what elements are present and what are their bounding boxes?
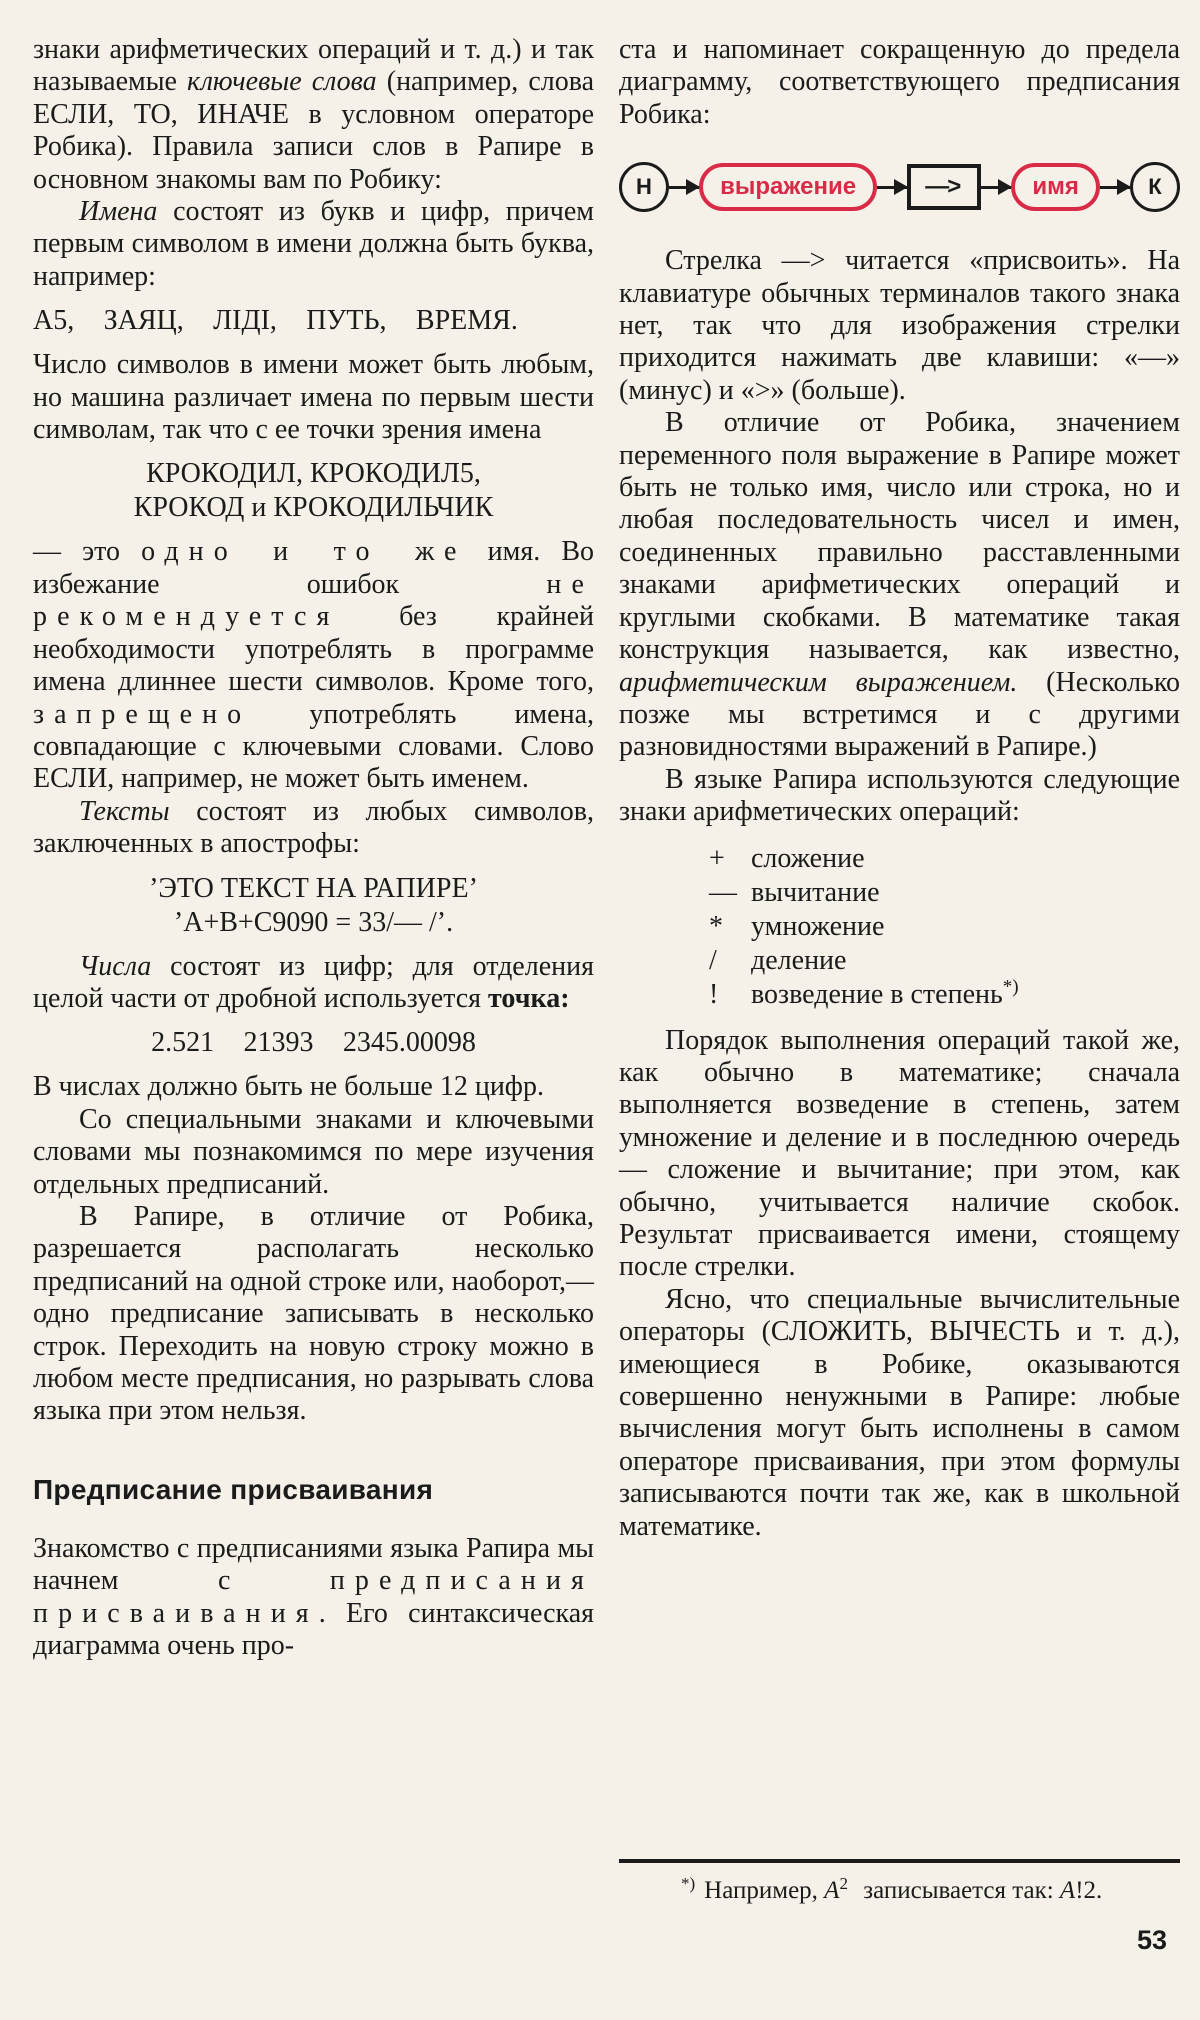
footnote-text	[681, 1873, 1180, 1906]
text-run: Число символов в имени может быть любым, но машина различает имена по первым шести символам, так что с ее точки зрения имена	[33, 349, 594, 446]
diagram-name-box: имя	[1011, 163, 1100, 211]
paragraph	[33, 796, 594, 861]
page-number: 53	[1136, 1925, 1167, 1955]
text-run: имя. Во избежание ошибок	[33, 536, 594, 600]
example-line	[33, 906, 594, 940]
operator-item	[709, 876, 1180, 910]
paragraph	[33, 34, 594, 196]
operator-label: умножение	[751, 910, 885, 942]
right-column-top	[619, 34, 1180, 131]
text-run: В числах должно быть не больше 12 цифр.	[33, 1071, 544, 1103]
text-run: (Несколько позже мы встретимся и с другими разновидностями выражений в Рапире.)	[619, 666, 1180, 763]
text-run: ключевые слова	[187, 66, 377, 98]
paragraph	[33, 196, 594, 293]
paragraph	[33, 951, 594, 1016]
right-column-rest	[619, 245, 1180, 1543]
operator-symbol: *	[709, 910, 723, 942]
operator-label: деление	[751, 944, 847, 976]
operator-item	[709, 944, 1180, 978]
text-run: В Рапире, в отличие от Робика, разрешается располагать несколько предписаний на одной строке или, наоборот,— одно предписание записывать в несколько строк. Переходить на новую строку можно в любом месте предписания, но разрывать слова языка при этом нельзя.	[33, 1200, 594, 1427]
diagram-arrow-4	[1100, 186, 1130, 189]
paragraph	[619, 1284, 1180, 1543]
paragraph	[33, 536, 594, 795]
diagram-assign-box: —>	[907, 164, 981, 210]
example-block	[33, 872, 594, 940]
operator-item	[709, 978, 1180, 1012]
text-run: 2	[839, 1873, 848, 1893]
text-run: (например, слова ЕСЛИ, ТО, ИНАЧЕ в условном операторе Робика). Правила записи слов в Рапире в основном знакомы вам по Робику:	[33, 66, 594, 195]
text-run: !2.	[1075, 1877, 1103, 1904]
text-run: знаки арифметических операций и т. д.) и так называемые	[33, 34, 594, 98]
text-run: Имена	[79, 196, 158, 228]
paragraph	[33, 349, 594, 446]
diagram-arrow-1	[669, 186, 699, 189]
text-run: Порядок выполнения операций такой же, как обычно в математике; сначала выполняется возведение в степень, затем умножение и деление и в последнюю очередь — сложение и вычитание; при этом, как обычно, учитывается наличие скобок. Результат присваивается имени, стоящему после стрелки.	[619, 1024, 1180, 1283]
left-text-column	[33, 34, 594, 1662]
footnote-rule	[619, 1859, 1180, 1863]
text-run: точка:	[488, 982, 570, 1014]
text-run: запрещено	[33, 698, 252, 730]
operator-label: вычитание	[751, 876, 880, 908]
example-line	[33, 491, 594, 525]
operator-symbol: /	[709, 944, 717, 976]
text-run: 2.521 21393 2345.00098	[151, 1027, 476, 1059]
paragraph	[33, 1533, 594, 1663]
text-run: ’А+В+С9090 = 33/— /’.	[173, 906, 454, 938]
text-run: арифметическим выражением.	[619, 666, 1018, 698]
text-run: предписания присваивания	[33, 1565, 594, 1629]
diagram-arrow-3	[981, 186, 1011, 189]
operator-label: возведение в степень	[751, 978, 1003, 1010]
diagram-end-node: К	[1130, 162, 1180, 212]
diagram-arrow-2	[877, 186, 907, 189]
text-run: В языке Рапира используются следующие знаки арифметических операций:	[619, 763, 1180, 828]
example-line	[33, 1026, 594, 1060]
operator-label: сложение	[751, 842, 865, 874]
text-run: КРОКОДИЛ, КРОКОДИЛ5,	[146, 458, 481, 490]
text-run: А5, ЗАЯЦ, ЛІДІ, ПУТЬ, ВРЕМЯ.	[33, 305, 518, 337]
paragraph	[619, 245, 1180, 407]
text-run: Ясно, что специальные вычислительные операторы (СЛОЖИТЬ, ВЫЧЕСТЬ и т. д.), имеющиеся в Робике, оказываются совершенно ненужными в Рапире: любые вычисления могут быть исполнены в самом операторе присваивания, при этом формулы записываются почти так же, как в школьной математике.	[619, 1283, 1180, 1542]
text-run: без крайней необходимости употреблять в программе имена длиннее шести символов. Кроме того,	[33, 601, 594, 698]
text-run: . Его синтаксическая диаграмма очень про-	[33, 1597, 594, 1662]
text-run: Например,	[704, 1877, 825, 1904]
text-run: состоят из цифр; для отделения целой части от дробной используется	[33, 950, 594, 1014]
text-run: В отличие от Робика, значением переменного поля выражение в Рапире может быть не только имя, число или строка, но и любая последовательность чисел и имен, соединенных правильно расставленными знаками арифметических операций и круглыми скобками. В математике такая конструкция называется, как известно,	[619, 407, 1180, 666]
text-run: Знакомство с предписаниями языка Рапира мы начнем с	[33, 1532, 594, 1597]
footnote	[619, 1859, 1180, 1906]
text-run: Числа	[79, 950, 152, 982]
text-run: КРОКОД и КРОКОДИЛЬЧИК	[133, 492, 494, 524]
diagram-expression-box: выражение	[699, 163, 877, 211]
paragraph	[33, 1071, 594, 1103]
example-line	[33, 457, 594, 491]
text-run: А	[824, 1877, 840, 1904]
footnote-reference: *)	[1002, 976, 1019, 998]
text-run: Тексты	[79, 795, 170, 827]
text-run: — это	[33, 536, 142, 568]
paragraph	[619, 34, 1180, 131]
text-run: состоят из букв и цифр, причем первым символом в имени должна быть буква, например:	[33, 196, 594, 292]
diagram-start-node: Н	[619, 162, 669, 212]
example-block	[33, 304, 594, 338]
text-run: не рекомендуется	[33, 568, 594, 633]
paragraph	[33, 1201, 594, 1428]
text-run: ’ЭТО ТЕКСТ НА РАПИРЕ’	[149, 872, 478, 904]
text-run: Со специальными знаками и ключевыми словами мы познакомимся по мере изучения отдельных предписаний.	[33, 1103, 594, 1200]
paragraph	[619, 764, 1180, 829]
operator-symbol: +	[709, 842, 725, 874]
text-run: А	[1059, 1877, 1076, 1904]
footnote-body	[704, 1873, 1103, 1904]
text-run: записывается так:	[856, 1877, 1060, 1904]
example-line	[33, 304, 594, 338]
text-run: употреблять имена, совпадающие с ключевыми словами. Слово ЕСЛИ, например, не может быть именем.	[33, 698, 594, 795]
text-run: ста и напоминает сокращенную до предела диаграмму, соответствующего предписания Робика:	[619, 34, 1180, 130]
operator-item	[709, 842, 1180, 876]
footnote-marker: *)	[681, 1873, 696, 1893]
section-heading: Предписание присваивания	[33, 1473, 434, 1505]
syntax-diagram	[619, 158, 1180, 216]
operator-symbol: !	[709, 978, 719, 1010]
text-run: Стрелка —> читается «присвоить». На клавиатуре обычных терминалов такого знака нет, так что для изображения стрелки приходится нажимать две клавиши: «—» (минус) и «>» (больше).	[619, 245, 1180, 406]
example-block	[33, 457, 594, 525]
right-text-column	[619, 34, 1180, 1906]
text-run: одно и то же	[141, 536, 467, 568]
text-run: состоят из любых символов, заключенных в апострофы:	[33, 795, 594, 860]
paragraph	[619, 1025, 1180, 1284]
operator-list	[709, 842, 1180, 1012]
operator-symbol: —	[709, 876, 737, 908]
operator-item	[709, 910, 1180, 944]
paragraph	[33, 1104, 594, 1201]
paragraph	[619, 407, 1180, 763]
example-block	[33, 1026, 594, 1060]
example-line	[33, 872, 594, 906]
